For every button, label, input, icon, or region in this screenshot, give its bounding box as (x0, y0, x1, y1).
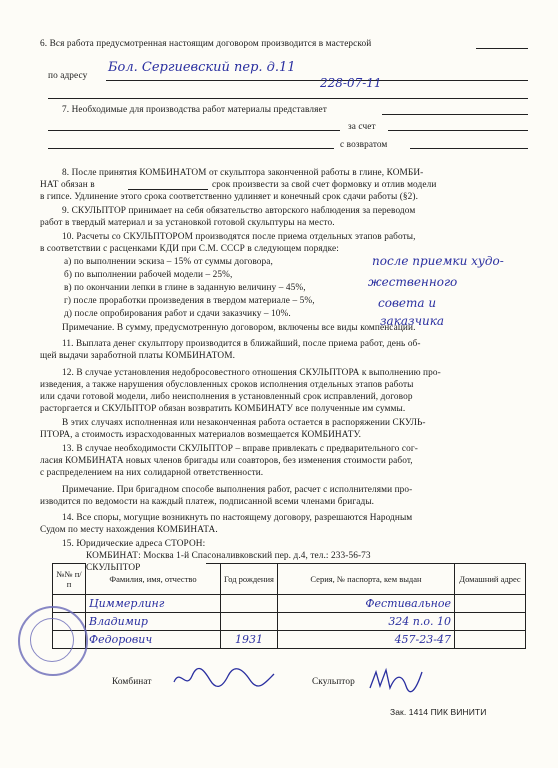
payment-item-e: д) после опробирования работ и сдачи заказчику – 10%. (64, 309, 291, 319)
blank-line (382, 114, 528, 115)
clause-7-line-c: с возвратом (340, 140, 388, 150)
kombinat-signature (170, 662, 280, 692)
cell-passport (278, 595, 455, 613)
cell-address (455, 631, 526, 649)
clause-14-line-b: Судом по месту нахождения КОМБИНАТА. (40, 525, 218, 535)
note-2-line-b: изводится по ведомости на каждый платеж, подписанной всеми членами бригады. (40, 497, 375, 507)
members-table (52, 563, 526, 649)
handwritten-passport: 457-23-47 (394, 633, 451, 646)
clause-6-line-a: 6. Вся работа предусмотренная настоящим договором производится в мастерской (40, 39, 372, 49)
clause-11-line-b: щей выдачи заработной платы КОМБИНАТОМ. (40, 351, 236, 361)
handwritten-name: Владимир (89, 615, 148, 628)
blank-line (410, 148, 528, 149)
cell-address (455, 613, 526, 631)
clause-15-line-c: СКУЛЬПТОР (86, 562, 206, 574)
clause-15-line-a: 15. Юридические адреса СТОРОН: (62, 539, 206, 549)
table-row (53, 595, 526, 613)
clause-9-line-b: работ в твердый материал и за установкой готовой скульптуры на место. (40, 218, 335, 228)
handwritten-note-1: после приемки худо- (372, 254, 504, 268)
kombinat-signature-label: Комбинат (112, 677, 152, 687)
cell-year (221, 631, 278, 649)
handwritten-address: Бол. Сергиевский пер. д.11 (108, 60, 296, 75)
clause-7-line-b: за счет (348, 122, 376, 132)
cell-year (221, 613, 278, 631)
clause-13-line-c: с распределением на них солидарной ответственности. (40, 468, 264, 478)
note-1: Примечание. В сумму, предусмотренную договором, включены все виды компенсации. (62, 323, 416, 333)
clause-10-line-a: 10. Расчеты со СКУЛЬПТОРОМ производятся после приема отдельных этапов работы, (62, 232, 416, 242)
cell-year (221, 595, 278, 613)
payment-item-c: в) по окончании лепки в глине в заданную величину – 45%, (64, 283, 306, 293)
clause-12-line-a: 12. В случае установления недобросовестного отношения СКУЛЬПТОРА к выполнению про- (62, 368, 441, 378)
clause-12-line-d: расторгается и СКУЛЬПТОР обязан возвратить КОМБИНАТУ все полученные им суммы. (40, 404, 406, 414)
clause-6-line-b: по адресу (48, 71, 88, 81)
cell-name (86, 595, 221, 613)
official-stamp (18, 606, 88, 676)
col-header-number: №№ п/п (53, 564, 86, 595)
clause-14-line-a: 14. Все споры, могущие возникнуть по настоящему договору, разрешаются Народным (62, 513, 413, 523)
cell-name (86, 613, 221, 631)
table-row (53, 613, 526, 631)
cell-passport (278, 631, 455, 649)
clause-12-line-b: изведения, а также нарушения обусловленных сроков исполнения отдельных этапов работы (40, 380, 414, 390)
cell-name (86, 631, 221, 649)
handwritten-note-3: совета и (378, 296, 437, 310)
address-line (106, 80, 528, 81)
clause-13-line-b: ласия КОМБИНАТА новых членов бригады или соавторов, без изменения стоимости работ, (40, 456, 413, 466)
print-order-footer: Зак. 1414 ПИК ВИНИТИ (390, 707, 487, 717)
clause-13-line-a: 13. В случае необходимости СКУЛЬПТОР – вправе привлекать с предварительного сог- (62, 444, 418, 454)
handwritten-note-2: жественного (368, 275, 458, 289)
blank-line (128, 189, 208, 190)
clause-12-line-f: ПТОРА, а стоимость израсходованных материалов возмещается КОМБИНАТУ. (40, 430, 362, 440)
table-row (53, 631, 526, 649)
payment-item-a: а) по выполнении эскиза – 15% от суммы договора, (64, 257, 273, 267)
blank-line (388, 130, 528, 131)
col-header-address: Домашний адрес (455, 564, 526, 595)
handwritten-name: Федорович (89, 633, 153, 646)
handwritten-year: 1931 (235, 633, 263, 646)
handwritten-note-4: заказчика (380, 314, 445, 328)
clause-8-line-b2: срок произвести за свой счет формовку и отлив модели (212, 180, 437, 190)
clause-15-line-b: КОМБИНАТ: Москва 1-й Спасоналивковский пер. д.4, тел.: 233-56-73 (86, 551, 371, 561)
note-2-line-a: Примечание. При бригадном способе выполнения работ, расчет с исполнителями про- (62, 485, 413, 495)
blank-line (476, 48, 528, 49)
clause-11-line-a: 11. Выплата денег скульптору производится в ближайший, после приема работ, день об- (62, 339, 421, 349)
clause-7-line-a: 7. Необходимые для производства работ материалы представляет (62, 105, 327, 115)
payment-item-d: г) после проработки произведения в твердом материале – 5%, (64, 296, 315, 306)
clause-8-line-c: в гипсе. Удлинение этого срока соответственно удлиняет и конечный срок сдачи работы (§2). (40, 192, 419, 202)
clause-9-line-a: 9. СКУЛЬПТОР принимает на себя обязательство авторского наблюдения за переводом (62, 206, 416, 216)
handwritten-passport: Фестивальное (365, 597, 451, 610)
col-header-passport: Серия, № паспорта, кем выдан (278, 564, 455, 595)
cell-passport (278, 613, 455, 631)
clause-12-line-c: или сдачи готовой модели, либо неисполнения в установленный срок исправлений, договор (40, 392, 413, 402)
stamp-inner-ring (30, 618, 74, 662)
clause-8-line-b: НАТ обязан в (40, 180, 95, 190)
col-header-year: Год рождения (221, 564, 278, 595)
handwritten-passport: 324 п.о. 10 (388, 615, 451, 628)
handwritten-phone: 228-07-11 (320, 76, 382, 90)
clause-8-line-a: 8. После принятия КОМБИНАТОМ от скульптора законченной работы в глине, КОМБИ- (62, 168, 424, 178)
blank-line (48, 148, 334, 149)
sculptor-signature (366, 664, 426, 698)
col-header-name: Фамилия, имя, отчество (86, 564, 221, 595)
handwritten-name: Циммерлинг (89, 597, 165, 610)
clause-10-line-b: в соответствии с расценками КДИ при С.М. СССР в следующем порядке: (40, 244, 339, 254)
sculptor-signature-label: Скульптор (312, 677, 355, 687)
payment-item-b: б) по выполнении рабочей модели – 25%, (64, 270, 233, 280)
blank-line (48, 98, 528, 99)
cell-address (455, 595, 526, 613)
clause-12-line-e: В этих случаях исполненная или незаконченная работа остается в распоряжении СКУЛЬ- (62, 418, 426, 428)
blank-line (48, 130, 340, 131)
